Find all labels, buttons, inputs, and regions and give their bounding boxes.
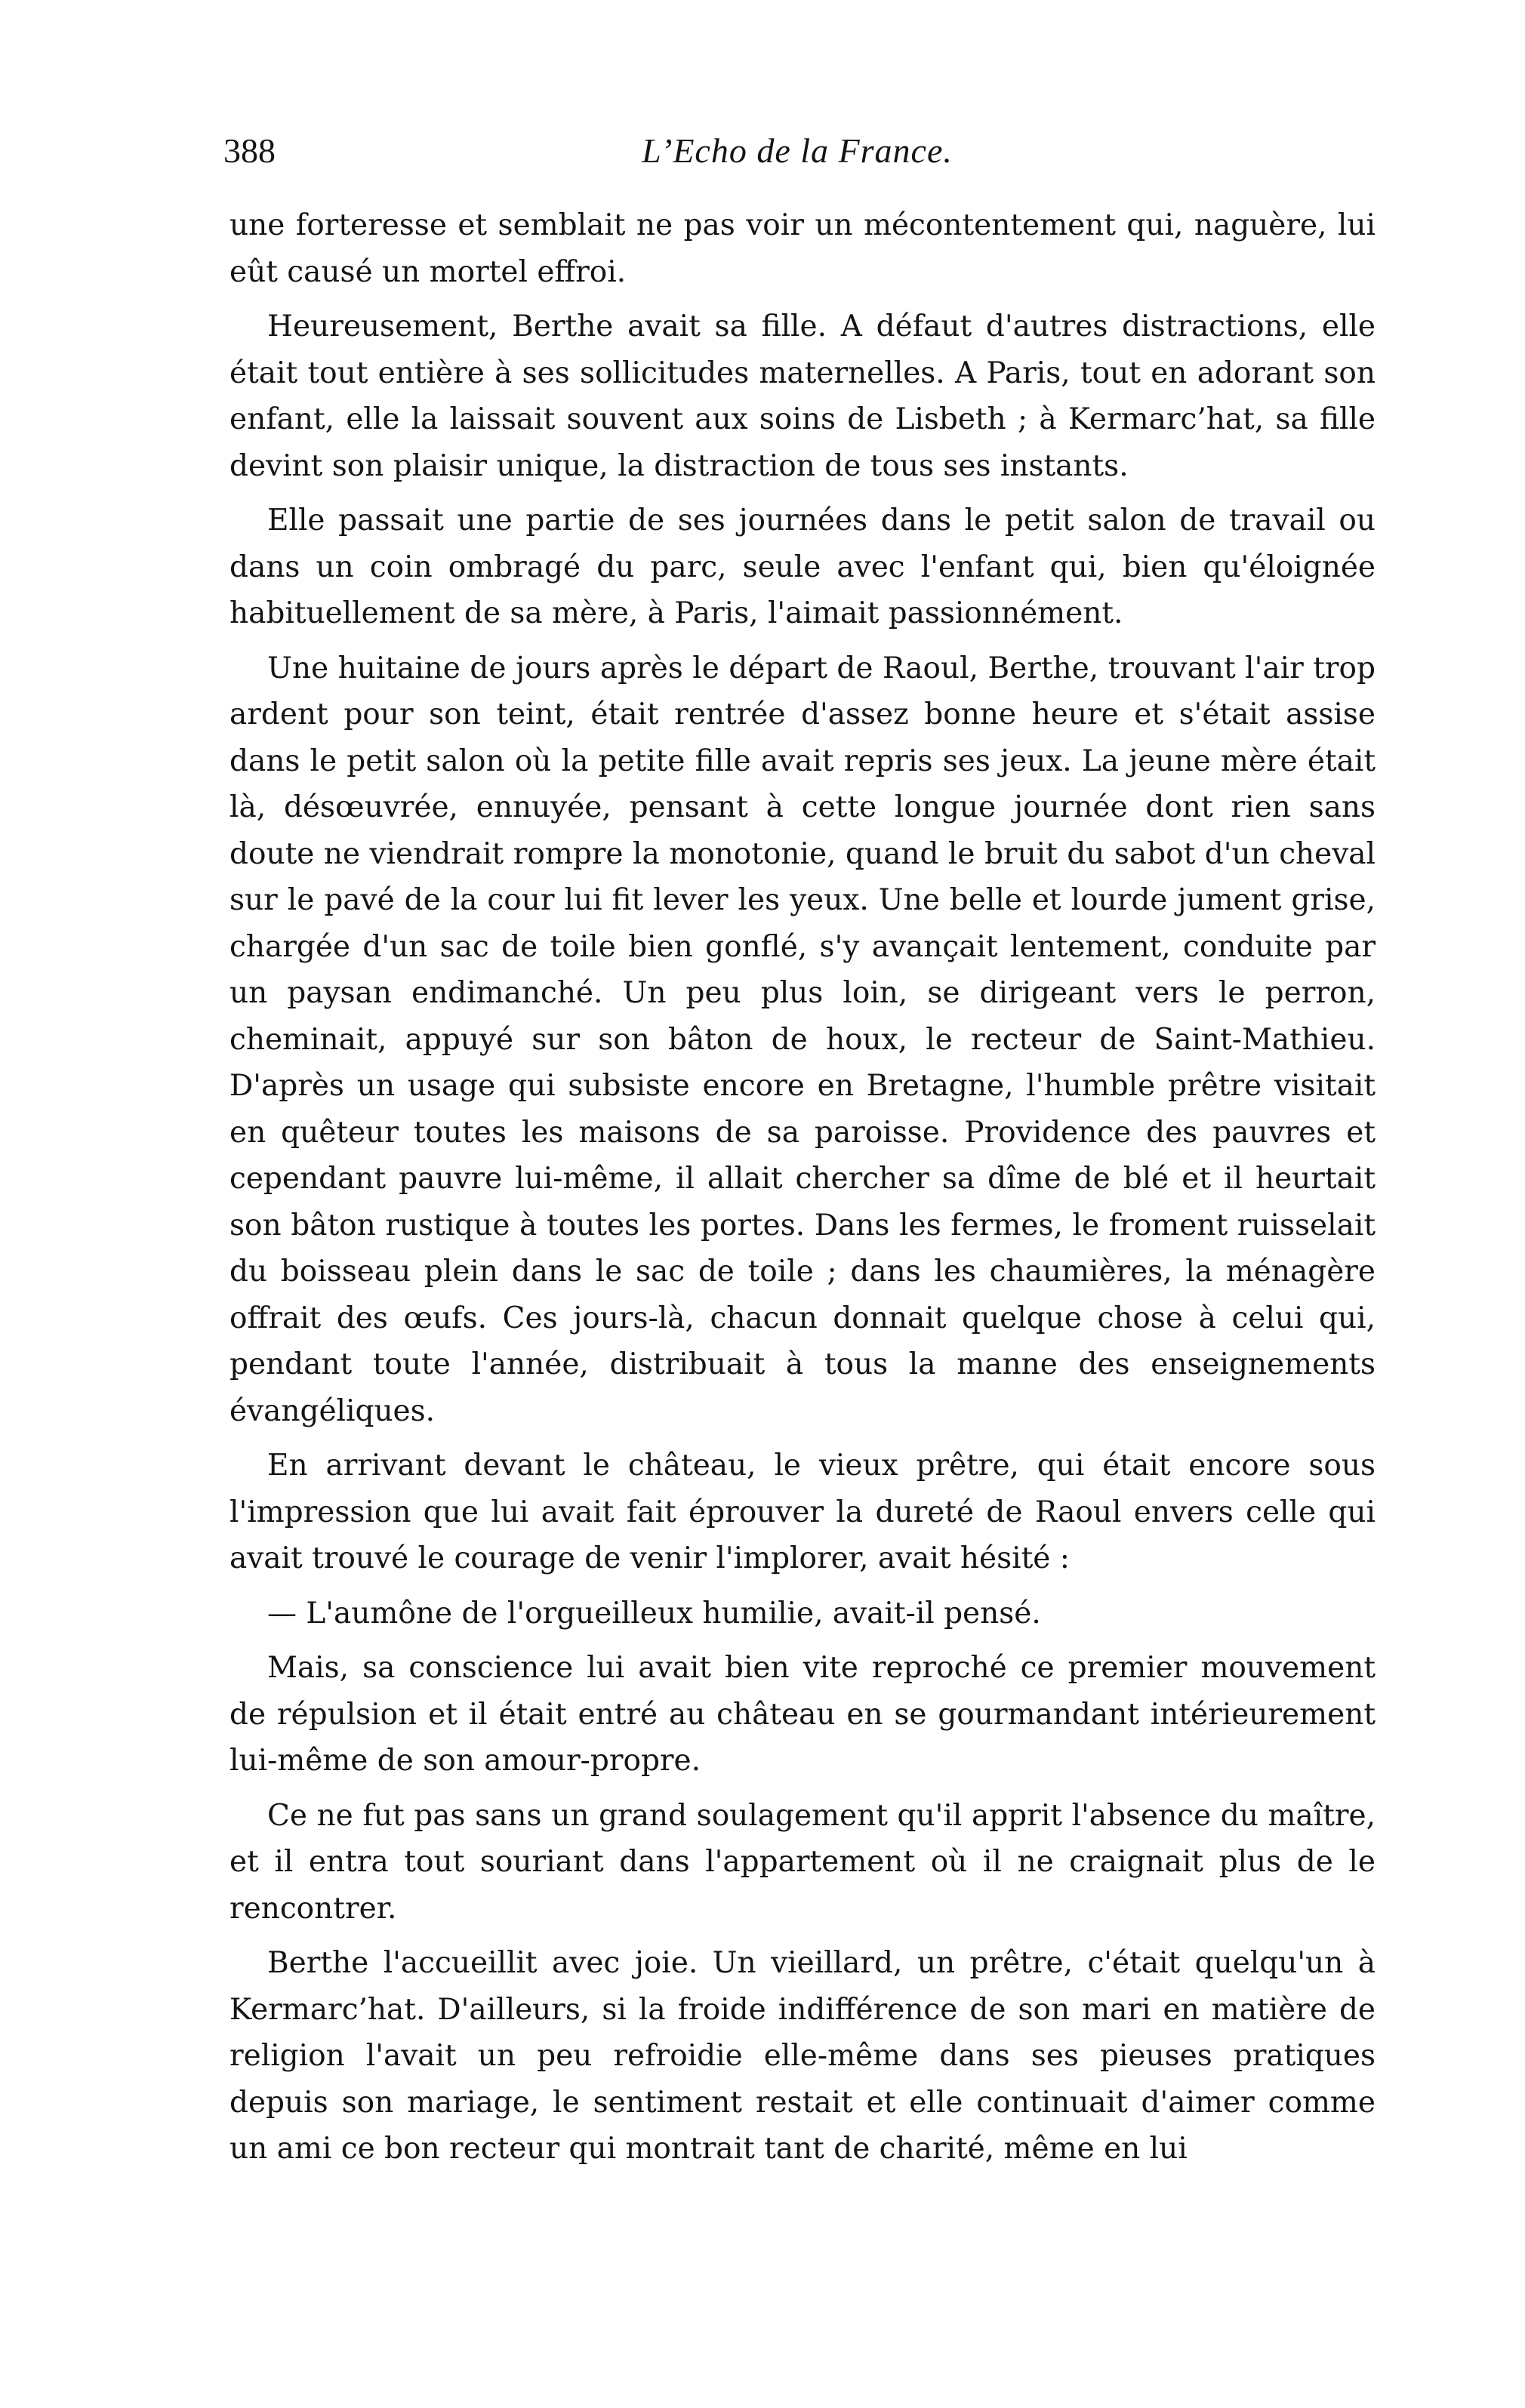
page-header [223,128,1371,181]
page-number: 388 [223,131,276,170]
running-title: L’Echo de la France. [642,131,953,170]
paragraph: Heureusement, Berthe avait sa fille. A défaut d'autres distractions, elle était tout entière à ses sollicitudes maternelles. A Paris, tout en adorant son enfant, elle la laissait souvent aux soins de Lisbeth ; à Kermarc’hat, sa fille devint son plaisir unique, la distraction de tous ses instants. [230,309,1376,483]
body-text [230,202,1376,2181]
paragraph: Mais, sa conscience lui avait bien vite reproché ce premier mouvement de répulsion et il était entré au château en se gourmandant intérieurement lui-même de son amour-propre. [230,1651,1376,1778]
paragraph: En arrivant devant le château, le vieux prêtre, qui était encore sous l'impression que lui avait fait éprouver la dureté de Raoul envers celle qui avait trouvé le courage de venir l'implorer, avait hésité : [230,1449,1376,1575]
paragraph: Ce ne fut pas sans un grand soulagement qu'il apprit l'absence du maître, et il entra tout souriant dans l'appartement où il ne craignait plus de le rencontrer. [230,1798,1376,1926]
paragraph: Berthe l'accueillit avec joie. Un vieillard, un prêtre, c'était quelqu'un à Kermarc’hat. D'ailleurs, si la froide indifférence de son mari en matière de religion l'avait un peu refroidie elle-même dans ses pieuses pratiques depuis son mariage, le sentiment restait et elle continuait d'aimer comme un ami ce bon recteur qui montrait tant de charité, même en lui [230,1946,1376,2166]
paragraph-continuation: une forteresse et semblait ne pas voir un mécontentement qui, naguère, lui eût causé un mortel effroi. [230,208,1376,289]
paragraph: Une huitaine de jours après le départ de Raoul, Berthe, trouvant l'air trop ardent pour son teint, était rentrée d'assez bonne heure et s'était assise dans le petit salon où la petite fille avait repris ses jeux. La jeune mère était là, désœuvrée, ennuyée, pensant à cette longue journée dont rien sans doute ne viendrait rompre la monotonie, quand le bruit du sabot d'un cheval sur le pavé de la cour lui fit lever les yeux. Une belle et lourde jument grise, chargée d'un sac de toile bien gonflé, s'y avançait lentement, conduite par un paysan endimanché. Un peu plus loin, se dirigeant vers le perron, cheminait, appuyé sur son bâton de houx, le recteur de Saint-Mathieu. D'après un usage qui subsiste encore en Bretagne, l'humble prêtre visitait en quêteur toutes les maisons de sa paroisse. Providence des pauvres et cependant pauvre lui-même, il allait chercher sa dîme de blé et il heurtait son bâton rustique à toutes les portes. Dans les fermes, le froment ruisselait du boisseau plein dans le sac de toile ; dans les chaumières, la ménagère offrait des œufs. Ces jours-là, chacun donnait quelque chose à celui qui, pendant toute l'année, distribuait à tous la manne des enseignements évangéliques. [230,651,1376,1428]
paragraph: Elle passait une partie de ses journées dans le petit salon de travail ou dans un coin ombragé du parc, seule avec l'enfant qui, bien qu'éloignée habituellement de sa mère, à Paris, l'aimait passionnément. [230,503,1376,630]
dialogue-line: — L'aumône de l'orgueilleux humilie, avait-il pensé. [267,1596,1041,1630]
